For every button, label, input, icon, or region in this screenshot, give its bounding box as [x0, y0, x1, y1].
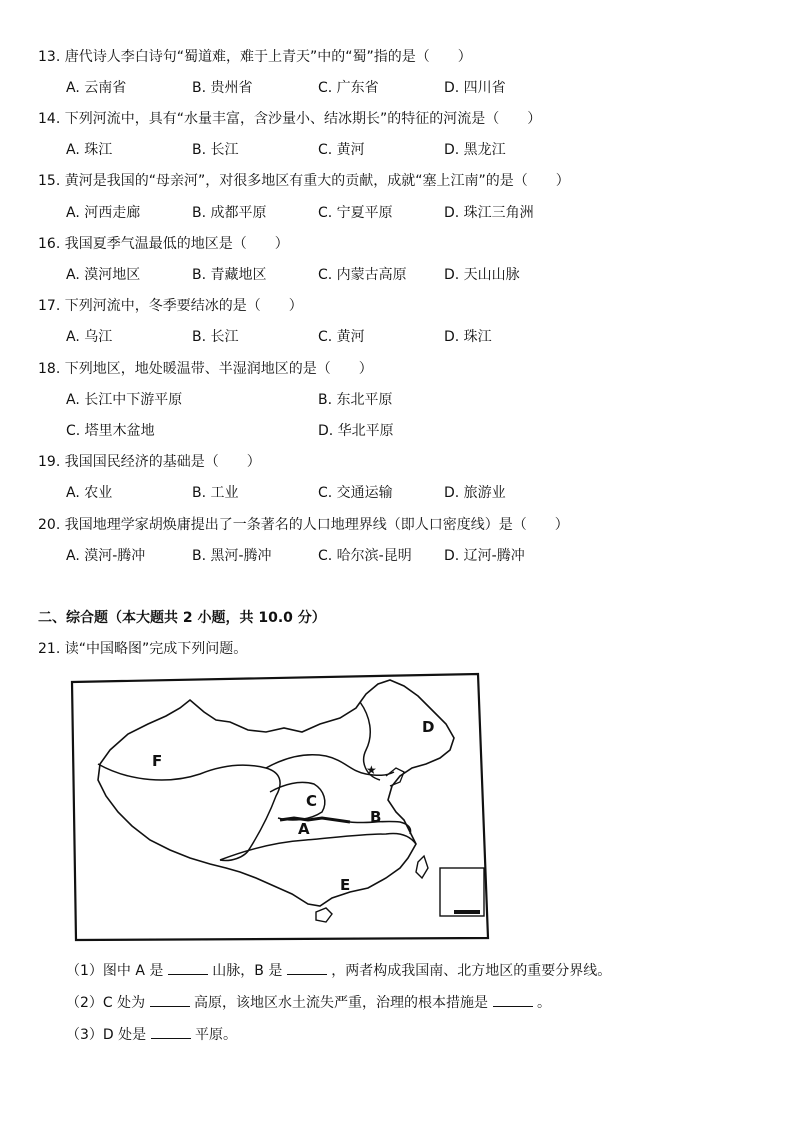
answer-blank-1[interactable]	[168, 962, 208, 975]
option-c: C. 交通运输	[318, 485, 393, 501]
question-19-stem: 19. 我国国民经济的基础是（ ）	[38, 454, 261, 470]
option-b: B. 长江	[192, 142, 239, 158]
option-a: A. 漠河-腾冲	[66, 548, 146, 564]
option-b: B. 长江	[192, 329, 239, 345]
option-c: C. 黄河	[318, 329, 365, 345]
option-d: D. 珠江	[444, 329, 492, 345]
option-b: B. 工业	[192, 485, 239, 501]
taiwan-island	[416, 856, 428, 878]
option-d: D. 黑龙江	[444, 142, 506, 158]
option-b: B. 黑河-腾冲	[192, 548, 272, 564]
option-a: A. 漠河地区	[66, 267, 141, 283]
inset-scale-bar	[454, 910, 480, 914]
question-15-stem: 15. 黄河是我国的“母亲河”，对很多地区有重大的贡献，成就“塞上江南”的是（ ）	[38, 173, 570, 189]
question-21-stem: 21. 读“中国略图”完成下列问题。	[38, 641, 248, 657]
section-2-title: 二、综合题（本大题共 2 小题，共 10.0 分）	[38, 610, 326, 626]
capital-star-icon: ★	[366, 763, 377, 777]
sub-question-2	[66, 992, 551, 1012]
sub-question-2-mid: 高原，该地区水土流失严重，治理的根本措施是	[194, 995, 489, 1011]
question-17-stem: 17. 下列河流中，冬季要结冰的是（ ）	[38, 298, 303, 314]
question-20-options	[66, 545, 746, 567]
map-label-e: E	[340, 876, 351, 894]
sub-question-2-prefix: （2）C 处为	[66, 995, 146, 1011]
hainan-island	[316, 908, 332, 922]
option-d: D. 珠江三角洲	[444, 205, 534, 221]
answer-blank-5[interactable]	[151, 1026, 191, 1039]
option-c: C. 哈尔滨-昆明	[318, 548, 412, 564]
question-16-stem: 16. 我国夏季气温最低的地区是（ ）	[38, 236, 289, 252]
china-outline	[98, 680, 454, 906]
option-d: D. 旅游业	[444, 485, 506, 501]
option-c: C. 宁夏平原	[318, 205, 393, 221]
question-17-options	[66, 326, 746, 348]
option-d: D. 四川省	[444, 80, 506, 96]
qinling-mountains	[280, 818, 350, 822]
bohai-coast	[386, 768, 404, 786]
question-19-options	[66, 482, 746, 504]
option-d: D. 天山山脉	[444, 267, 520, 283]
sub-question-3	[66, 1024, 237, 1044]
sub-question-1-mid: 山脉，B 是	[212, 963, 283, 979]
question-14-stem: 14. 下列河流中，具有“水量丰富，含沙量小、结冰期长”的特征的河流是（ ）	[38, 111, 542, 127]
sub-question-2-suffix: 。	[536, 995, 551, 1011]
question-14-options	[66, 139, 746, 161]
question-18-options-row1	[66, 389, 746, 411]
question-18-stem: 18. 下列地区，地处暖温带、半湿润地区的是（ ）	[38, 361, 373, 377]
china-sketch-map	[70, 672, 490, 942]
question-15-options	[66, 202, 746, 224]
map-label-d: D	[422, 718, 435, 736]
option-a: A. 农业	[66, 485, 113, 501]
answer-blank-2[interactable]	[287, 962, 327, 975]
option-b: B. 成都平原	[192, 205, 267, 221]
option-a: A. 河西走廊	[66, 205, 141, 221]
map-label-f: F	[152, 752, 163, 770]
question-13-options	[66, 77, 746, 99]
option-a: A. 长江中下游平原	[66, 392, 183, 408]
option-d: D. 辽河-腾冲	[444, 548, 525, 564]
question-16-options	[66, 264, 746, 286]
map-label-b: B	[370, 808, 382, 826]
option-c: C. 内蒙古高原	[318, 267, 407, 283]
option-c: C. 广东省	[318, 80, 379, 96]
plateau-boundary	[98, 764, 280, 861]
sub-question-3-prefix: （3）D 处是	[66, 1027, 147, 1043]
sub-question-1-prefix: （1）图中 A 是	[66, 963, 164, 979]
option-d: D. 华北平原	[318, 423, 394, 439]
question-20-stem: 20. 我国地理学家胡焕庸提出了一条著名的人口地理界线（即人口密度线）是（ ）	[38, 517, 569, 533]
answer-blank-3[interactable]	[150, 994, 190, 1007]
sub-question-3-suffix: 平原。	[195, 1027, 238, 1043]
sub-question-1	[66, 960, 611, 980]
option-c: C. 塔里木盆地	[66, 423, 155, 439]
question-13-stem: 13. 唐代诗人李白诗句“蜀道难，难于上青天”中的“蜀”指的是（ ）	[38, 49, 472, 65]
option-b: B. 贵州省	[192, 80, 253, 96]
option-b: B. 东北平原	[318, 392, 393, 408]
yangtze-river	[220, 833, 416, 860]
south-china-sea-inset	[440, 868, 484, 916]
sub-question-1-suffix: ，两者构成我国南、北方地区的重要分界线。	[331, 963, 612, 979]
map-label-a: A	[298, 820, 310, 838]
question-18-options-row2	[66, 420, 746, 442]
map-frame	[72, 674, 488, 940]
option-a: A. 珠江	[66, 142, 113, 158]
map-label-c: C	[306, 792, 318, 810]
option-c: C. 黄河	[318, 142, 365, 158]
option-a: A. 云南省	[66, 80, 127, 96]
answer-blank-4[interactable]	[493, 994, 533, 1007]
option-b: B. 青藏地区	[192, 267, 267, 283]
option-a: A. 乌江	[66, 329, 113, 345]
